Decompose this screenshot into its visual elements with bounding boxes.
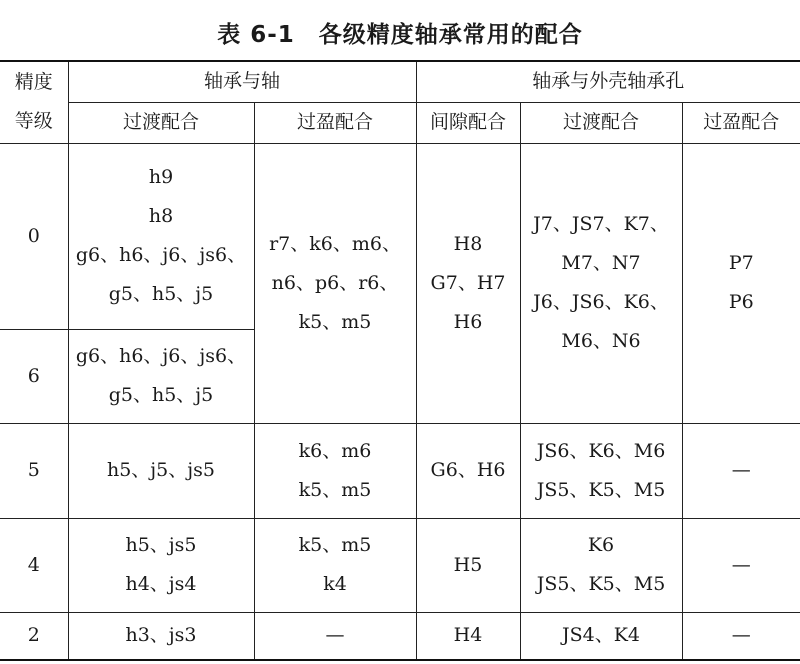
shaft-interference-header: 过盈配合 <box>254 102 416 143</box>
housing-transition-header: 过渡配合 <box>520 102 682 143</box>
housing-clearance-cell: H8 G7、H7 H6 <box>416 143 520 423</box>
fit-table <box>0 60 800 661</box>
table-row-grade-5 <box>0 423 800 518</box>
header-row-1 <box>0 61 800 102</box>
grade-header: 精度 等级 <box>0 61 68 143</box>
housing-interference-cell: P7 P6 <box>682 143 800 423</box>
table-row-grade-4 <box>0 518 800 612</box>
header-row-2 <box>0 102 800 143</box>
housing-clearance-cell: G6、H6 <box>416 423 520 518</box>
table-title: 表 6-1 各级精度轴承常用的配合 <box>217 22 583 48</box>
shaft-interference-cell: k6、m6 k5、m5 <box>254 423 416 518</box>
shaft-group-header: 轴承与轴 <box>68 61 416 102</box>
housing-interference-cell: — <box>682 423 800 518</box>
housing-group-header: 轴承与外壳轴承孔 <box>416 61 800 102</box>
grade-cell: 6 <box>0 329 68 423</box>
housing-interference-cell: — <box>682 612 800 660</box>
housing-interference-header: 过盈配合 <box>682 102 800 143</box>
housing-interference-cell: — <box>682 518 800 612</box>
grade-cell: 5 <box>0 423 68 518</box>
housing-clearance-cell: H5 <box>416 518 520 612</box>
housing-transition-cell: K6 JS5、K5、M5 <box>520 518 682 612</box>
housing-transition-cell: JS6、K6、M6 JS5、K5、M5 <box>520 423 682 518</box>
grade-cell: 2 <box>0 612 68 660</box>
grade-cell: 4 <box>0 518 68 612</box>
shaft-transition-header: 过渡配合 <box>68 102 254 143</box>
grade-cell: 0 <box>0 143 68 329</box>
shaft-interference-cell: r7、k6、m6、 n6、p6、r6、 k5、m5 <box>254 143 416 423</box>
table-row-grade-0 <box>0 143 800 329</box>
housing-clearance-cell: H4 <box>416 612 520 660</box>
housing-transition-cell: JS4、K4 <box>520 612 682 660</box>
shaft-transition-cell: h5、j5、js5 <box>68 423 254 518</box>
shaft-interference-cell: k5、m5 k4 <box>254 518 416 612</box>
shaft-transition-cell: g6、h6、j6、js6、 g5、h5、j5 <box>68 329 254 423</box>
shaft-interference-cell: — <box>254 612 416 660</box>
shaft-transition-cell: h5、js5 h4、js4 <box>68 518 254 612</box>
shaft-transition-cell: h9 h8 g6、h6、j6、js6、 g5、h5、j5 <box>68 143 254 329</box>
shaft-transition-cell: h3、js3 <box>68 612 254 660</box>
table-row-grade-2 <box>0 612 800 660</box>
housing-clearance-header: 间隙配合 <box>416 102 520 143</box>
housing-transition-cell: J7、JS7、K7、 M7、N7 J6、JS6、K6、 M6、N6 <box>520 143 682 423</box>
